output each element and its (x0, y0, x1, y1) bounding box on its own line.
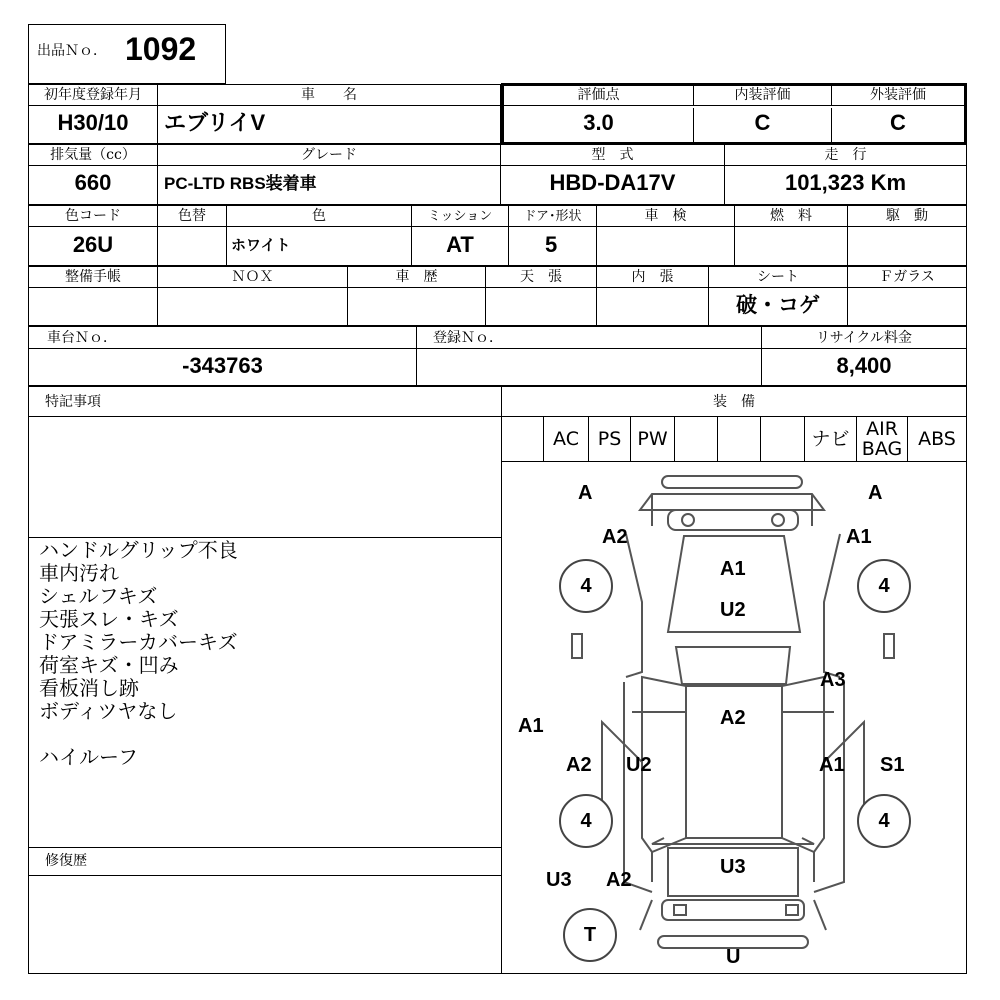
color-cell (226, 205, 412, 266)
equip-ac: AC (544, 417, 589, 461)
car-name-cell (157, 84, 501, 144)
damage-mark: A3 (820, 669, 846, 691)
nox-cell (157, 266, 348, 326)
mileage-label: 走 行 (725, 146, 966, 166)
ceiling-label: 天 張 (486, 268, 596, 288)
equipment-panel (501, 386, 967, 462)
mileage-cell (724, 144, 967, 205)
recycle-cell (761, 326, 967, 386)
first-reg-value: H30/10 (57, 110, 129, 135)
displacement-value: 660 (74, 170, 112, 195)
color-change-label: 色替 (158, 207, 226, 227)
equip-navi: ナビ (805, 417, 857, 461)
drive-label: 駆 動 (848, 207, 966, 227)
note-line: シェルフキズ (39, 584, 158, 608)
door-value: 5 (545, 232, 558, 257)
color-change-cell (157, 205, 227, 266)
exterior-label: 外装評価 (832, 86, 964, 106)
mission-value: AT (446, 232, 474, 257)
damage-mark: U2 (720, 599, 746, 621)
tire-rear-left: 4 (559, 794, 613, 848)
note-line: 車内汚れ (39, 561, 119, 585)
equip-slot (502, 417, 544, 461)
repair-label: 修復歴 (29, 852, 501, 876)
reg-label: 登録Ｎｏ． (417, 329, 761, 349)
displacement-label: 排気量（cc） (29, 146, 157, 166)
spare-tire: T (563, 908, 617, 962)
history-label: 車 歴 (348, 268, 485, 288)
tire-rear-right: 4 (857, 794, 911, 848)
score-label: 評価点 (504, 86, 694, 106)
reg-cell (416, 326, 762, 386)
interior-trim-label: 内 張 (597, 268, 708, 288)
inspection-label: 車 検 (597, 207, 734, 227)
door-cell (508, 205, 597, 266)
lot-number-box (28, 24, 226, 84)
damage-mark: U3 (720, 856, 746, 878)
equip-slot (761, 417, 805, 461)
car-name-value: エブリイV (164, 110, 266, 135)
grade-label: グレード (158, 146, 500, 166)
note-line: 荷室キズ・凹み (39, 653, 179, 677)
grade-value: PC-LTD RBS装着車 (164, 174, 317, 193)
seat-cell (708, 266, 848, 326)
mission-label: ミッション (412, 207, 508, 227)
lot-number-value: 1092 (125, 31, 197, 67)
damage-mark: A2 (602, 526, 628, 548)
chassis-value: -343763 (182, 353, 263, 378)
damage-mark: S1 (880, 754, 905, 776)
model-value: HBD-DA17V (549, 170, 676, 195)
damage-mark: A2 (566, 754, 592, 776)
note-line: 天張スレ・キズ (39, 607, 179, 631)
maintenance-label: 整備手帳 (29, 268, 157, 288)
seat-value: 破・コゲ (736, 293, 820, 317)
equip-slot (675, 417, 718, 461)
damage-mark: A2 (720, 707, 746, 729)
chassis-label: 車台Ｎｏ． (29, 329, 416, 349)
damage-mark: A (868, 482, 883, 504)
damage-mark: U (726, 946, 741, 968)
equip-ps: PS (589, 417, 631, 461)
damage-mark: A1 (720, 558, 746, 580)
grade-cell (157, 144, 501, 205)
mileage-value: 101,323 Km (784, 170, 907, 195)
first-reg-label: 初年度登録年月 (29, 86, 157, 106)
exterior-value: C (890, 110, 906, 135)
note-line: ハンドルグリップ不良 (39, 538, 238, 562)
car-diagram-panel (501, 461, 967, 974)
equipment-label: 装 備 (502, 393, 966, 417)
fglass-cell (847, 266, 967, 326)
damage-mark: U2 (626, 754, 652, 776)
seat-label: シート (709, 268, 847, 288)
model-cell (500, 144, 725, 205)
note-line: ボディツヤなし (39, 699, 178, 723)
mission-cell (411, 205, 509, 266)
equip-pw: PW (631, 417, 675, 461)
ceiling-cell (485, 266, 597, 326)
note-line: ハイルーフ (39, 745, 138, 769)
score-block (501, 83, 967, 145)
model-label: 型 式 (501, 146, 724, 166)
drive-cell (847, 205, 967, 266)
tire-front-left: 4 (559, 559, 613, 613)
note-line: ドアミラーカバーキズ (39, 630, 238, 654)
equip-abs: ABS (918, 428, 956, 450)
fuel-cell (734, 205, 848, 266)
color-code-label: 色コード (29, 207, 157, 227)
color-label: 色 (227, 207, 411, 227)
color-code-cell (28, 205, 158, 266)
first-reg-cell (28, 84, 158, 144)
color-value: ホワイト (231, 237, 291, 254)
interior-trim-cell (596, 266, 709, 326)
equip-airbag: AIR BAG (857, 417, 908, 461)
tire-front-right: 4 (857, 559, 911, 613)
repair-panel (28, 847, 502, 974)
recycle-value: 8,400 (836, 353, 892, 378)
color-code-value: 26U (72, 232, 114, 257)
fglass-label: Ｆガラス (848, 268, 966, 288)
damage-mark: A2 (606, 869, 632, 891)
maintenance-cell (28, 266, 158, 326)
recycle-label: リサイクル料金 (762, 329, 966, 349)
equip-slot (718, 417, 761, 461)
damage-mark: A (578, 482, 593, 504)
nox-label: ＮＯＸ (158, 268, 347, 288)
interior-label: 内装評価 (694, 86, 832, 106)
damage-mark: A1 (846, 526, 872, 548)
car-name-label: 車 名 (158, 86, 500, 106)
damage-mark: U3 (546, 869, 572, 891)
interior-value: C (694, 108, 832, 142)
chassis-cell (28, 326, 417, 386)
damage-mark: A1 (819, 754, 845, 776)
lot-number-label: 出品Ｎｏ． (37, 43, 107, 59)
notes-panel (28, 386, 502, 848)
inspection-cell (596, 205, 735, 266)
displacement-cell (28, 144, 158, 205)
note-line: 看板消し跡 (39, 676, 139, 700)
damage-mark: A1 (518, 715, 544, 737)
history-cell (347, 266, 486, 326)
notes-list (39, 539, 499, 769)
note-line (39, 723, 499, 746)
notes-label: 特記事項 (29, 393, 501, 417)
fuel-label: 燃 料 (735, 207, 847, 227)
equipment-row (502, 417, 966, 461)
score-value: 3.0 (504, 108, 694, 142)
door-label: ドア･形状 (509, 207, 596, 227)
